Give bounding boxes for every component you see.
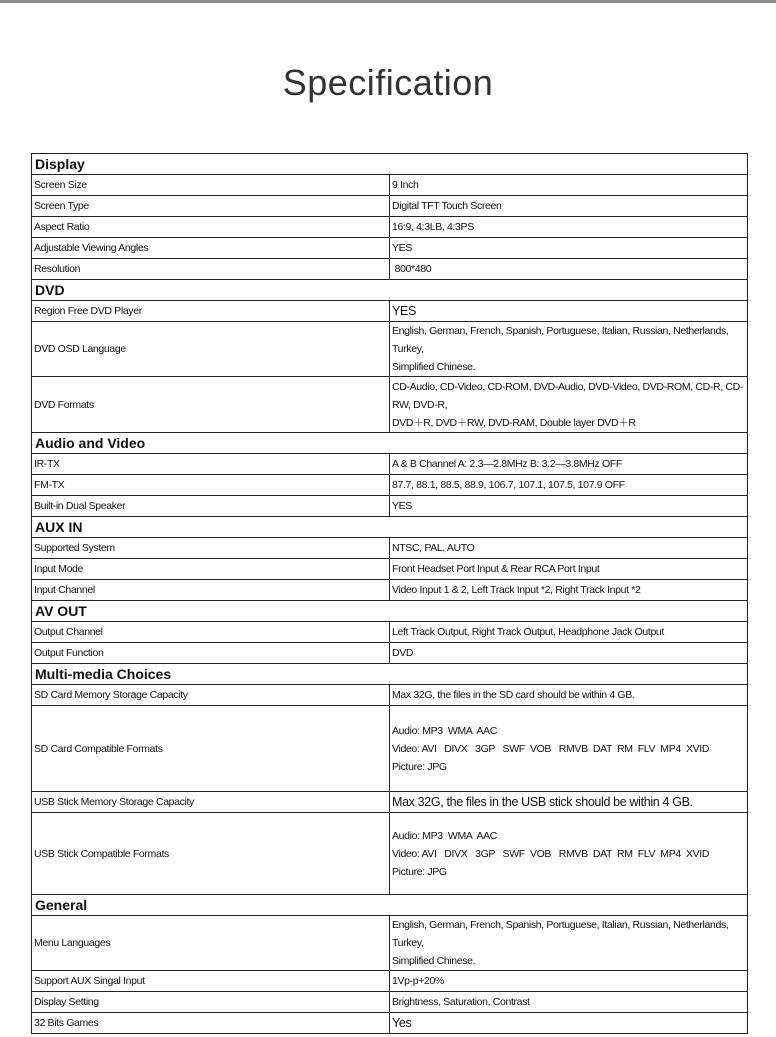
spec-value (390, 706, 748, 792)
spec-value-line: Picture: JPG (392, 760, 447, 773)
table-row (32, 454, 748, 475)
spec-label: Resolution (32, 259, 390, 280)
table-row (32, 971, 748, 992)
spec-value-line: A & B Channel A: 2.3—2.8MHz B: 3.2—3.8MHz OFF (392, 458, 622, 470)
spec-label: DVD Formats (32, 377, 390, 433)
spec-label: SD Card Compatible Formats (32, 706, 390, 792)
spec-value-line: Max 32G, the files in the USB stick should be within 4 GB. (392, 795, 693, 809)
spec-label: DVD OSD Language (32, 322, 390, 377)
spec-value-line: 1Vp-p+20% (392, 975, 445, 987)
spec-value (390, 301, 748, 322)
table-row (32, 685, 748, 706)
spec-value-line: Digital TFT Touch Screen (392, 200, 502, 212)
table-row (32, 559, 748, 580)
spec-value (390, 496, 748, 517)
spec-label: Input Mode (32, 559, 390, 580)
section-title: DVD (32, 280, 748, 301)
section-header (32, 517, 748, 538)
spec-label: Input Channel (32, 580, 390, 601)
spec-value (390, 622, 748, 643)
table-row (32, 538, 748, 559)
table-row (32, 622, 748, 643)
spec-value-line: YES (392, 500, 412, 512)
spec-label: Built-in Dual Speaker (32, 496, 390, 517)
spec-value (390, 916, 748, 971)
spec-value-line: 9 Inch (392, 179, 419, 191)
table-row (32, 992, 748, 1013)
spec-label: 32 Bits Games (32, 1013, 390, 1034)
spec-label: USB Stick Memory Storage Capacity (32, 792, 390, 813)
spec-value (390, 792, 748, 813)
section-header (32, 601, 748, 622)
spec-value-line: DVD＋R, DVD＋RW, DVD-RAM, Double layer DVD＋R (392, 416, 636, 429)
spec-value (390, 322, 748, 377)
table-row (32, 706, 748, 792)
spec-value (390, 454, 748, 475)
section-header (32, 433, 748, 454)
section-title: AV OUT (32, 601, 748, 622)
spec-value-line: 87.7, 88.1, 88.5, 88.9, 106.7, 107.1, 107.5, 107.9 OFF (392, 479, 625, 491)
spec-value (390, 559, 748, 580)
spec-value (390, 238, 748, 259)
spec-value (390, 377, 748, 433)
specification-table (31, 153, 748, 1034)
spec-value-line: YES (392, 304, 416, 318)
table-row (32, 496, 748, 517)
spec-label: SD Card Memory Storage Capacity (32, 685, 390, 706)
spec-label: FM-TX (32, 475, 390, 496)
spec-value-line: DVD (392, 647, 414, 659)
table-row (32, 322, 748, 377)
spec-label: Display Setting (32, 992, 390, 1013)
spec-value-line: Max 32G, the files in the SD card should be within 4 GB. (392, 689, 635, 701)
section-header (32, 154, 748, 175)
spec-value-line: CD-Audio, CD-Video, CD-ROM, DVD-Audio, DVD-Video, DVD-ROM, CD-R, CD-RW, DVD-R, (392, 380, 743, 411)
table-row (32, 475, 748, 496)
spec-value (390, 580, 748, 601)
top-border-line (0, 0, 776, 3)
spec-label: Output Channel (32, 622, 390, 643)
spec-value-line: Picture: JPG (392, 865, 447, 878)
table-row (32, 196, 748, 217)
spec-value (390, 971, 748, 992)
section-title: Display (32, 154, 748, 175)
spec-value-line: Brightness, Saturation, Contrast (392, 996, 530, 1008)
spec-value-line: Front Headset Port Input & Rear RCA Port Input (392, 563, 600, 575)
section-title: AUX IN (32, 517, 748, 538)
spec-label: Aspect Ratio (32, 217, 390, 238)
spec-value (390, 813, 748, 895)
spec-value (390, 643, 748, 664)
section-title: General (32, 895, 748, 916)
table-row (32, 1013, 748, 1034)
spec-label: IR-TX (32, 454, 390, 475)
table-row (32, 916, 748, 971)
spec-label: Screen Type (32, 196, 390, 217)
spec-value-line: Simplified Chinese. (392, 361, 476, 373)
spec-value-line: NTSC, PAL, AUTO (392, 542, 475, 554)
table-row (32, 813, 748, 895)
spec-value-line: Video: AVI DIVX 3GP SWF VOB RMVB DAT RM FLV MP4 XVID (392, 742, 710, 755)
spec-value-line: Left Track Output, Right Track Output, Headphone Jack Output (392, 626, 664, 638)
spec-value-line: English, German, French, Spanish, Portuguese, Italian, Russian, Netherlands, Turkey, (392, 325, 731, 355)
section-header (32, 895, 748, 916)
spec-label: Supported System (32, 538, 390, 559)
spec-value-line: Video Input 1 & 2, Left Track Input *2, Right Track Input *2 (392, 584, 641, 596)
table-row (32, 792, 748, 813)
spec-value-line: Yes (392, 1016, 412, 1030)
table-row (32, 238, 748, 259)
spec-label: Output Function (32, 643, 390, 664)
spec-value (390, 538, 748, 559)
spec-value (390, 475, 748, 496)
spec-label: Menu Languages (32, 916, 390, 971)
spec-value (390, 217, 748, 238)
spec-label: Adjustable Viewing Angles (32, 238, 390, 259)
spec-label: Region Free DVD Player (32, 301, 390, 322)
section-title: Multi-media Choices (32, 664, 748, 685)
spec-value (390, 259, 748, 280)
section-title: Audio and Video (32, 433, 748, 454)
table-row (32, 377, 748, 433)
spec-value-line: YES (392, 242, 412, 254)
table-row (32, 580, 748, 601)
spec-label: Screen Size (32, 175, 390, 196)
table-row (32, 175, 748, 196)
spec-value-line: Simplified Chinese. (392, 955, 476, 967)
spec-label: USB Stick Compatible Formats (32, 813, 390, 895)
table-row (32, 259, 748, 280)
spec-label: Support AUX Singal Input (32, 971, 390, 992)
table-row (32, 301, 748, 322)
page-title: Specification (282, 62, 494, 103)
spec-value-line: 800*480 (392, 263, 432, 275)
table-row (32, 217, 748, 238)
spec-value-line: 16:9, 4:3LB, 4:3PS (392, 221, 474, 233)
spec-value (390, 175, 748, 196)
spec-value (390, 992, 748, 1013)
spec-value-line: Video: AVI DIVX 3GP SWF VOB RMVB DAT RM FLV MP4 XVID (392, 847, 710, 860)
spec-value (390, 685, 748, 706)
spec-value (390, 196, 748, 217)
spec-value-line: Audio: MP3 WMA AAC (392, 829, 498, 842)
spec-value-line: Audio: MP3 WMA AAC (392, 724, 498, 737)
spec-value (390, 1013, 748, 1034)
section-header (32, 664, 748, 685)
section-header (32, 280, 748, 301)
table-row (32, 643, 748, 664)
spec-value-line: English, German, French, Spanish, Portuguese, Italian, Russian, Netherlands, Turkey, (392, 919, 731, 949)
